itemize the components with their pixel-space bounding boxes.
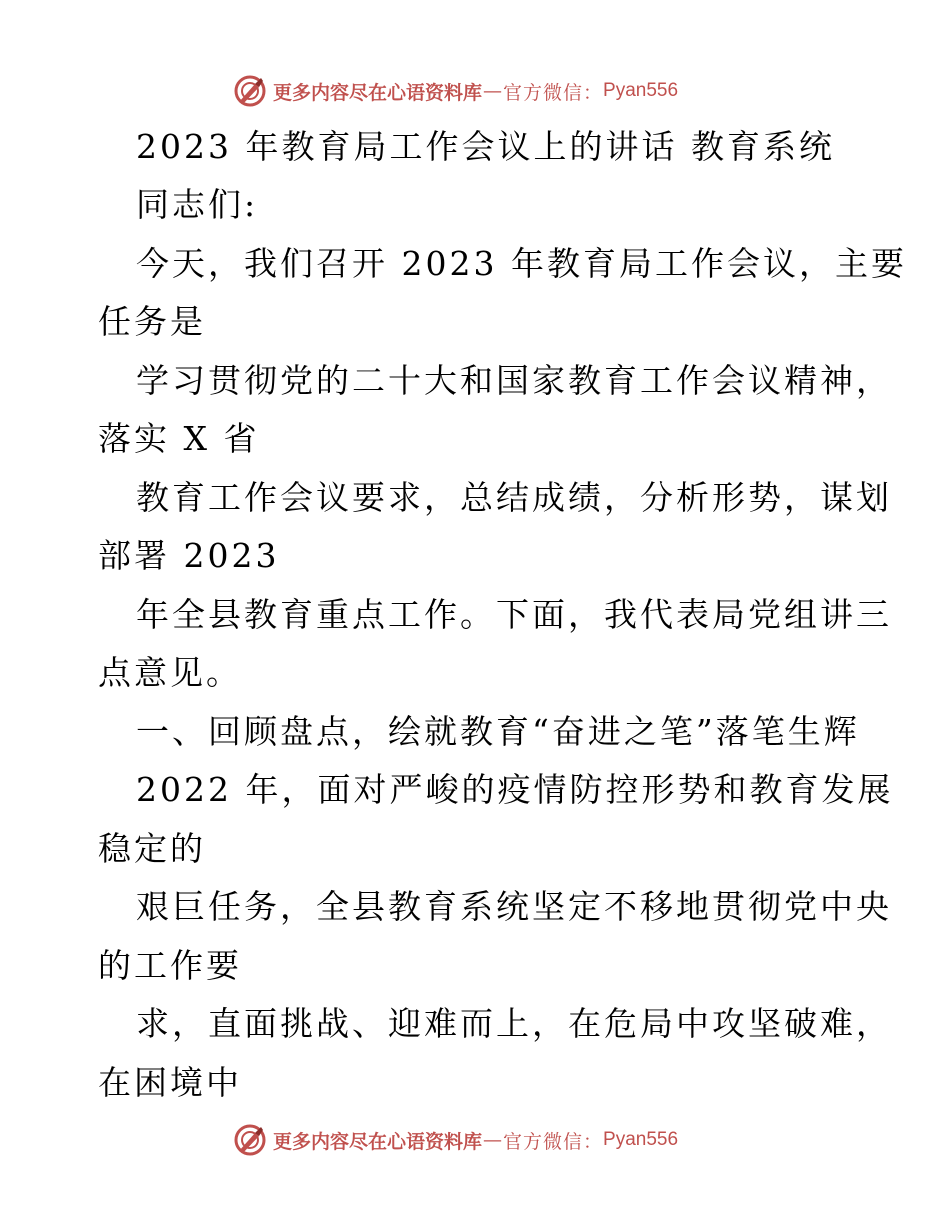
paragraph-line: 求，直面挑战、迎难而上，在危局中攻坚破难， [136, 1004, 892, 1043]
paragraph-line: 教育工作会议要求，总结成绩，分析形势，谋划 [136, 478, 892, 517]
watermark-account-id: Pyan556 [603, 1129, 679, 1150]
watermark-main-text: 更多内容尽在心语资料库 [273, 81, 483, 104]
paragraph-line: 点意见。 [98, 653, 242, 692]
paragraph-line: 稳定的 [98, 829, 206, 868]
watermark-account-label: 官方微信： [503, 81, 604, 104]
paragraph-line: 艰巨任务，全县教育系统坚定不移地贯彻党中央 [136, 887, 892, 926]
footer-watermark [233, 1120, 713, 1160]
header-watermark [233, 71, 713, 111]
watermark-account-label: 官方微信： [503, 1130, 604, 1153]
paragraph-line: 落实 X 省 [98, 419, 260, 458]
document-title: 2023 年教育局工作会议上的讲话 教育系统 [136, 127, 835, 166]
paragraph-line: 年全县教育重点工作。下面，我代表局党组讲三 [136, 595, 892, 634]
paragraph-line: 今天，我们召开 2023 年教育局工作会议，主要 [136, 244, 907, 283]
watermark-main-text: 更多内容尽在心语资料库 [273, 1130, 483, 1153]
pen-logo-icon [233, 1123, 267, 1157]
watermark-separator: — [483, 80, 503, 102]
paragraph-line: 学习贯彻党的二十大和国家教育工作会议精神， [136, 361, 892, 400]
salutation: 同志们: [136, 185, 259, 224]
paragraph-line: 在困境中 [98, 1063, 242, 1102]
paragraph-line: 2022 年，面对严峻的疫情防控形势和教育发展 [136, 770, 894, 809]
paragraph-line: 部署 2023 [98, 536, 280, 575]
pen-logo-icon [233, 74, 267, 108]
watermark-account-id: Pyan556 [603, 80, 679, 101]
paragraph-line: 的工作要 [98, 946, 242, 985]
paragraph-line: 任务是 [98, 302, 206, 341]
section-heading: 一、回顾盘点，绘就教育“奋进之笔”落笔生辉 [136, 712, 860, 751]
watermark-separator: — [483, 1129, 503, 1151]
